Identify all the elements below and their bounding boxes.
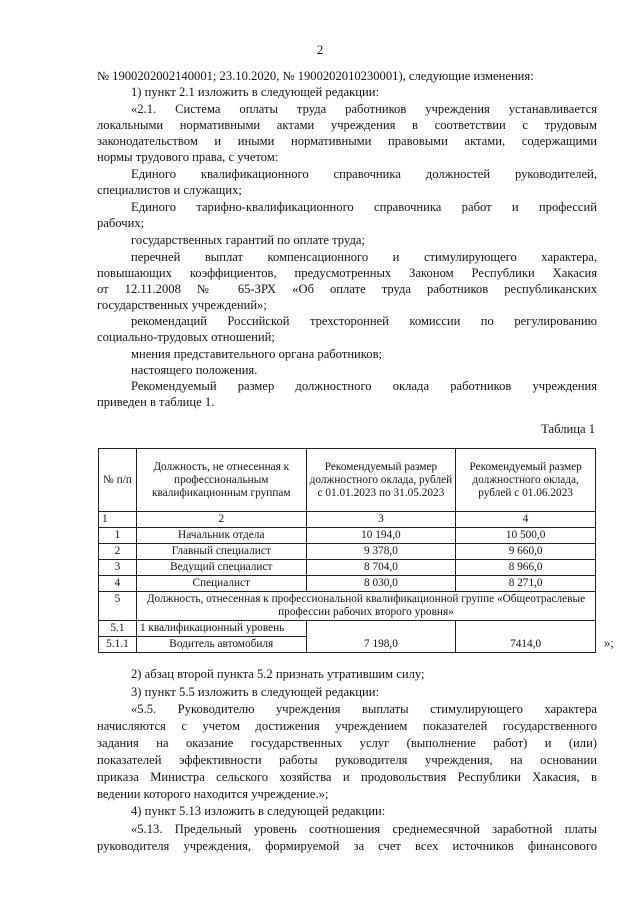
row-salary-jun: 8 966,0	[456, 560, 596, 576]
page-number: 2	[316, 42, 324, 57]
level-num: 5.1	[99, 621, 137, 637]
item-1: 1) пункт 2.1 изложить в следующей редакции:	[131, 85, 379, 99]
list-line-2: повышающих коэффициентов, предусмотренных Законом Республики Хакасия	[97, 266, 597, 280]
p21-line-2: локальными нормативными актами учреждения в соответствии с трудовым	[97, 118, 597, 132]
header-salary-jan: Рекомендуемый размер должностного оклада, рублей с 01.01.2023 по 31.05.2023	[306, 449, 456, 512]
list-line-3: от 12.11.2008 № 65-ЗРХ «Об оплате труда работников республиканских	[97, 282, 597, 296]
p55-line-1: «5.5. Руководителю учреждения выплаты стимулирующего характера	[131, 702, 597, 716]
header-num: № п/п	[99, 449, 137, 512]
group-num: 5	[99, 592, 137, 621]
table-index-row	[99, 512, 596, 528]
driver-salary-jun: 7414,0	[456, 621, 596, 653]
row-num: 3	[99, 560, 137, 576]
index-cell: 2	[136, 512, 306, 528]
item-3: 3) пункт 5.5 изложить в следующей редакции:	[131, 685, 379, 699]
opinion-line: мнения представительного органа работников;	[131, 347, 383, 361]
this-line: настоящего положения.	[131, 363, 258, 377]
p21-line-1: «2.1. Система оплаты труда работников учреждения устанавливается	[131, 102, 597, 116]
p21-line-4: нормы трудового права, с учетом:	[97, 150, 279, 164]
size-line-1: Рекомендуемый размер должностного оклада работников учреждения	[131, 379, 597, 393]
row-salary-jan: 10 194,0	[306, 528, 456, 544]
table-header-row	[99, 449, 596, 512]
row-salary-jun: 9 660,0	[456, 544, 596, 560]
driver-position: Водитель автомобиля	[136, 637, 306, 653]
row-salary-jan: 8 030,0	[306, 576, 456, 592]
p513-line-2: руководителя учреждения, формируемой за счет всех источников финансового	[97, 839, 597, 853]
salary-table	[98, 448, 596, 653]
row-salary-jan: 9 378,0	[306, 544, 456, 560]
rec-line-2: социально-трудовых отношений;	[97, 330, 275, 344]
rec-line-1: рекомендаций Российской трехсторонней комиссии по регулированию	[131, 314, 597, 328]
header-salary-jun: Рекомендуемый размер должностного оклада, рублей с 01.06.2023	[456, 449, 596, 512]
item-2: 2) абзац второй пункта 5.2 признать утратившим силу;	[131, 667, 425, 681]
list-line-4: государственных учреждений»;	[97, 298, 267, 312]
closing-quote: »;	[604, 636, 614, 650]
p513-line-1: «5.13. Предельный уровень соотношения среднемесячной заработной платы	[131, 822, 597, 836]
row-num: 1	[99, 528, 137, 544]
table-row	[99, 528, 596, 544]
size-line-2: приведен в таблице 1.	[97, 395, 215, 409]
row-position: Главный специалист	[136, 544, 306, 560]
table-row	[99, 576, 596, 592]
table-row	[99, 544, 596, 560]
row-position: Ведущий специалист	[136, 560, 306, 576]
level-title: 1 квалификационный уровень	[136, 621, 306, 637]
row-salary-jun: 8 271,0	[456, 576, 596, 592]
etks2-line-1: Единого тарифно-квалификационного справочника работ и профессий	[131, 200, 597, 214]
row-num: 4	[99, 576, 137, 592]
table-caption: Таблица 1	[541, 422, 595, 436]
table-row	[99, 560, 596, 576]
row-position: Начальник отдела	[136, 528, 306, 544]
p55-line-6: ведении которого находится учреждение.»;	[97, 787, 329, 801]
p55-line-2: начисляются с учетом достижения учреждением показателей государственного	[97, 719, 597, 733]
p55-line-5: приказа Министра сельского хозяйства и продовольствия Республики Хакасия, в	[97, 770, 597, 784]
table-level-row	[99, 621, 596, 637]
item-4: 4) пункт 5.13 изложить в следующей редакции:	[131, 804, 386, 818]
etks-line-2: специалистов и служащих;	[97, 183, 242, 197]
driver-salary-jan: 7 198,0	[306, 621, 456, 653]
etks2-line-2: рабочих;	[97, 216, 145, 230]
driver-num: 5.1.1	[99, 637, 137, 653]
table-group-row	[99, 592, 596, 621]
group-title: Должность, отнесенная к профессиональной квалификационной группе «Общеотраслевые профессии рабочих второго уровня»	[136, 592, 595, 621]
p21-line-3: законодательством и иными нормативными правовыми актами, содержащими	[97, 134, 597, 148]
guarantees-line: государственных гарантий по оплате труда;	[131, 233, 365, 247]
etks-line-1: Единого квалификационного справочника должностей руководителей,	[131, 167, 597, 181]
row-num: 2	[99, 544, 137, 560]
p55-line-4: показателей эффективности работы руководителя учреждения, на основании	[97, 753, 597, 767]
index-cell: 4	[456, 512, 596, 528]
row-salary-jan: 8 704,0	[306, 560, 456, 576]
header-position: Должность, не отнесенная к профессиональным квалификационным группам	[136, 449, 306, 512]
intro-line: № 1900202002140001; 23.10.2020, № 1900202010230001), следующие изменения:	[97, 69, 534, 83]
row-position: Специалист	[136, 576, 306, 592]
row-salary-jun: 10 500,0	[456, 528, 596, 544]
p55-line-3: задания на оказание государственных услуг (выполнение работ) и (или)	[97, 736, 597, 750]
list-line-1: перечней выплат компенсационного и стимулирующего характера,	[131, 250, 597, 264]
index-cell: 3	[306, 512, 456, 528]
index-cell: 1	[99, 512, 137, 528]
